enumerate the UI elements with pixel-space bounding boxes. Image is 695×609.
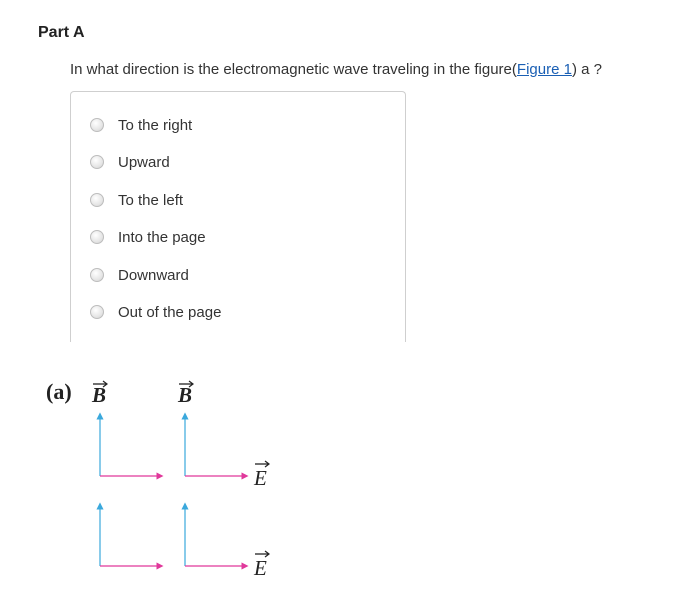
option-upward[interactable] [90,151,170,173]
option-downward[interactable] [90,264,189,286]
question-prefix: In what direction is the electromagnetic wave traveling in the figure( [70,61,517,78]
option-label: To the right [118,116,193,134]
question-text [70,61,602,78]
answer-options [70,91,406,342]
option-label: Downward [118,266,189,284]
b-field-label: B [92,383,107,407]
option-label: Out of the page [118,303,222,321]
option-into-the-page[interactable] [90,226,206,248]
radio-to-the-right[interactable] [90,118,104,132]
question-suffix: ) a ? [571,61,602,78]
radio-to-the-left[interactable] [90,193,104,207]
option-to-the-left[interactable] [90,189,183,211]
radio-out-of-the-page[interactable] [90,305,104,319]
panel-label: (a) [46,379,72,404]
e-field-label: E [254,466,267,490]
e-field-label: E [254,556,267,580]
option-to-the-right[interactable] [90,114,192,136]
radio-upward[interactable] [90,155,104,169]
option-out-of-the-page[interactable] [90,301,221,323]
option-label: Upward [118,153,170,171]
option-label: Into the page [118,228,206,246]
b-field-label: B [178,383,193,407]
radio-into-the-page[interactable] [90,230,104,244]
part-title: Part A [38,24,85,41]
option-label: To the left [118,191,184,209]
figure-link[interactable]: Figure 1 [516,61,572,78]
radio-downward[interactable] [90,268,104,282]
figure-em-wave [40,370,300,590]
